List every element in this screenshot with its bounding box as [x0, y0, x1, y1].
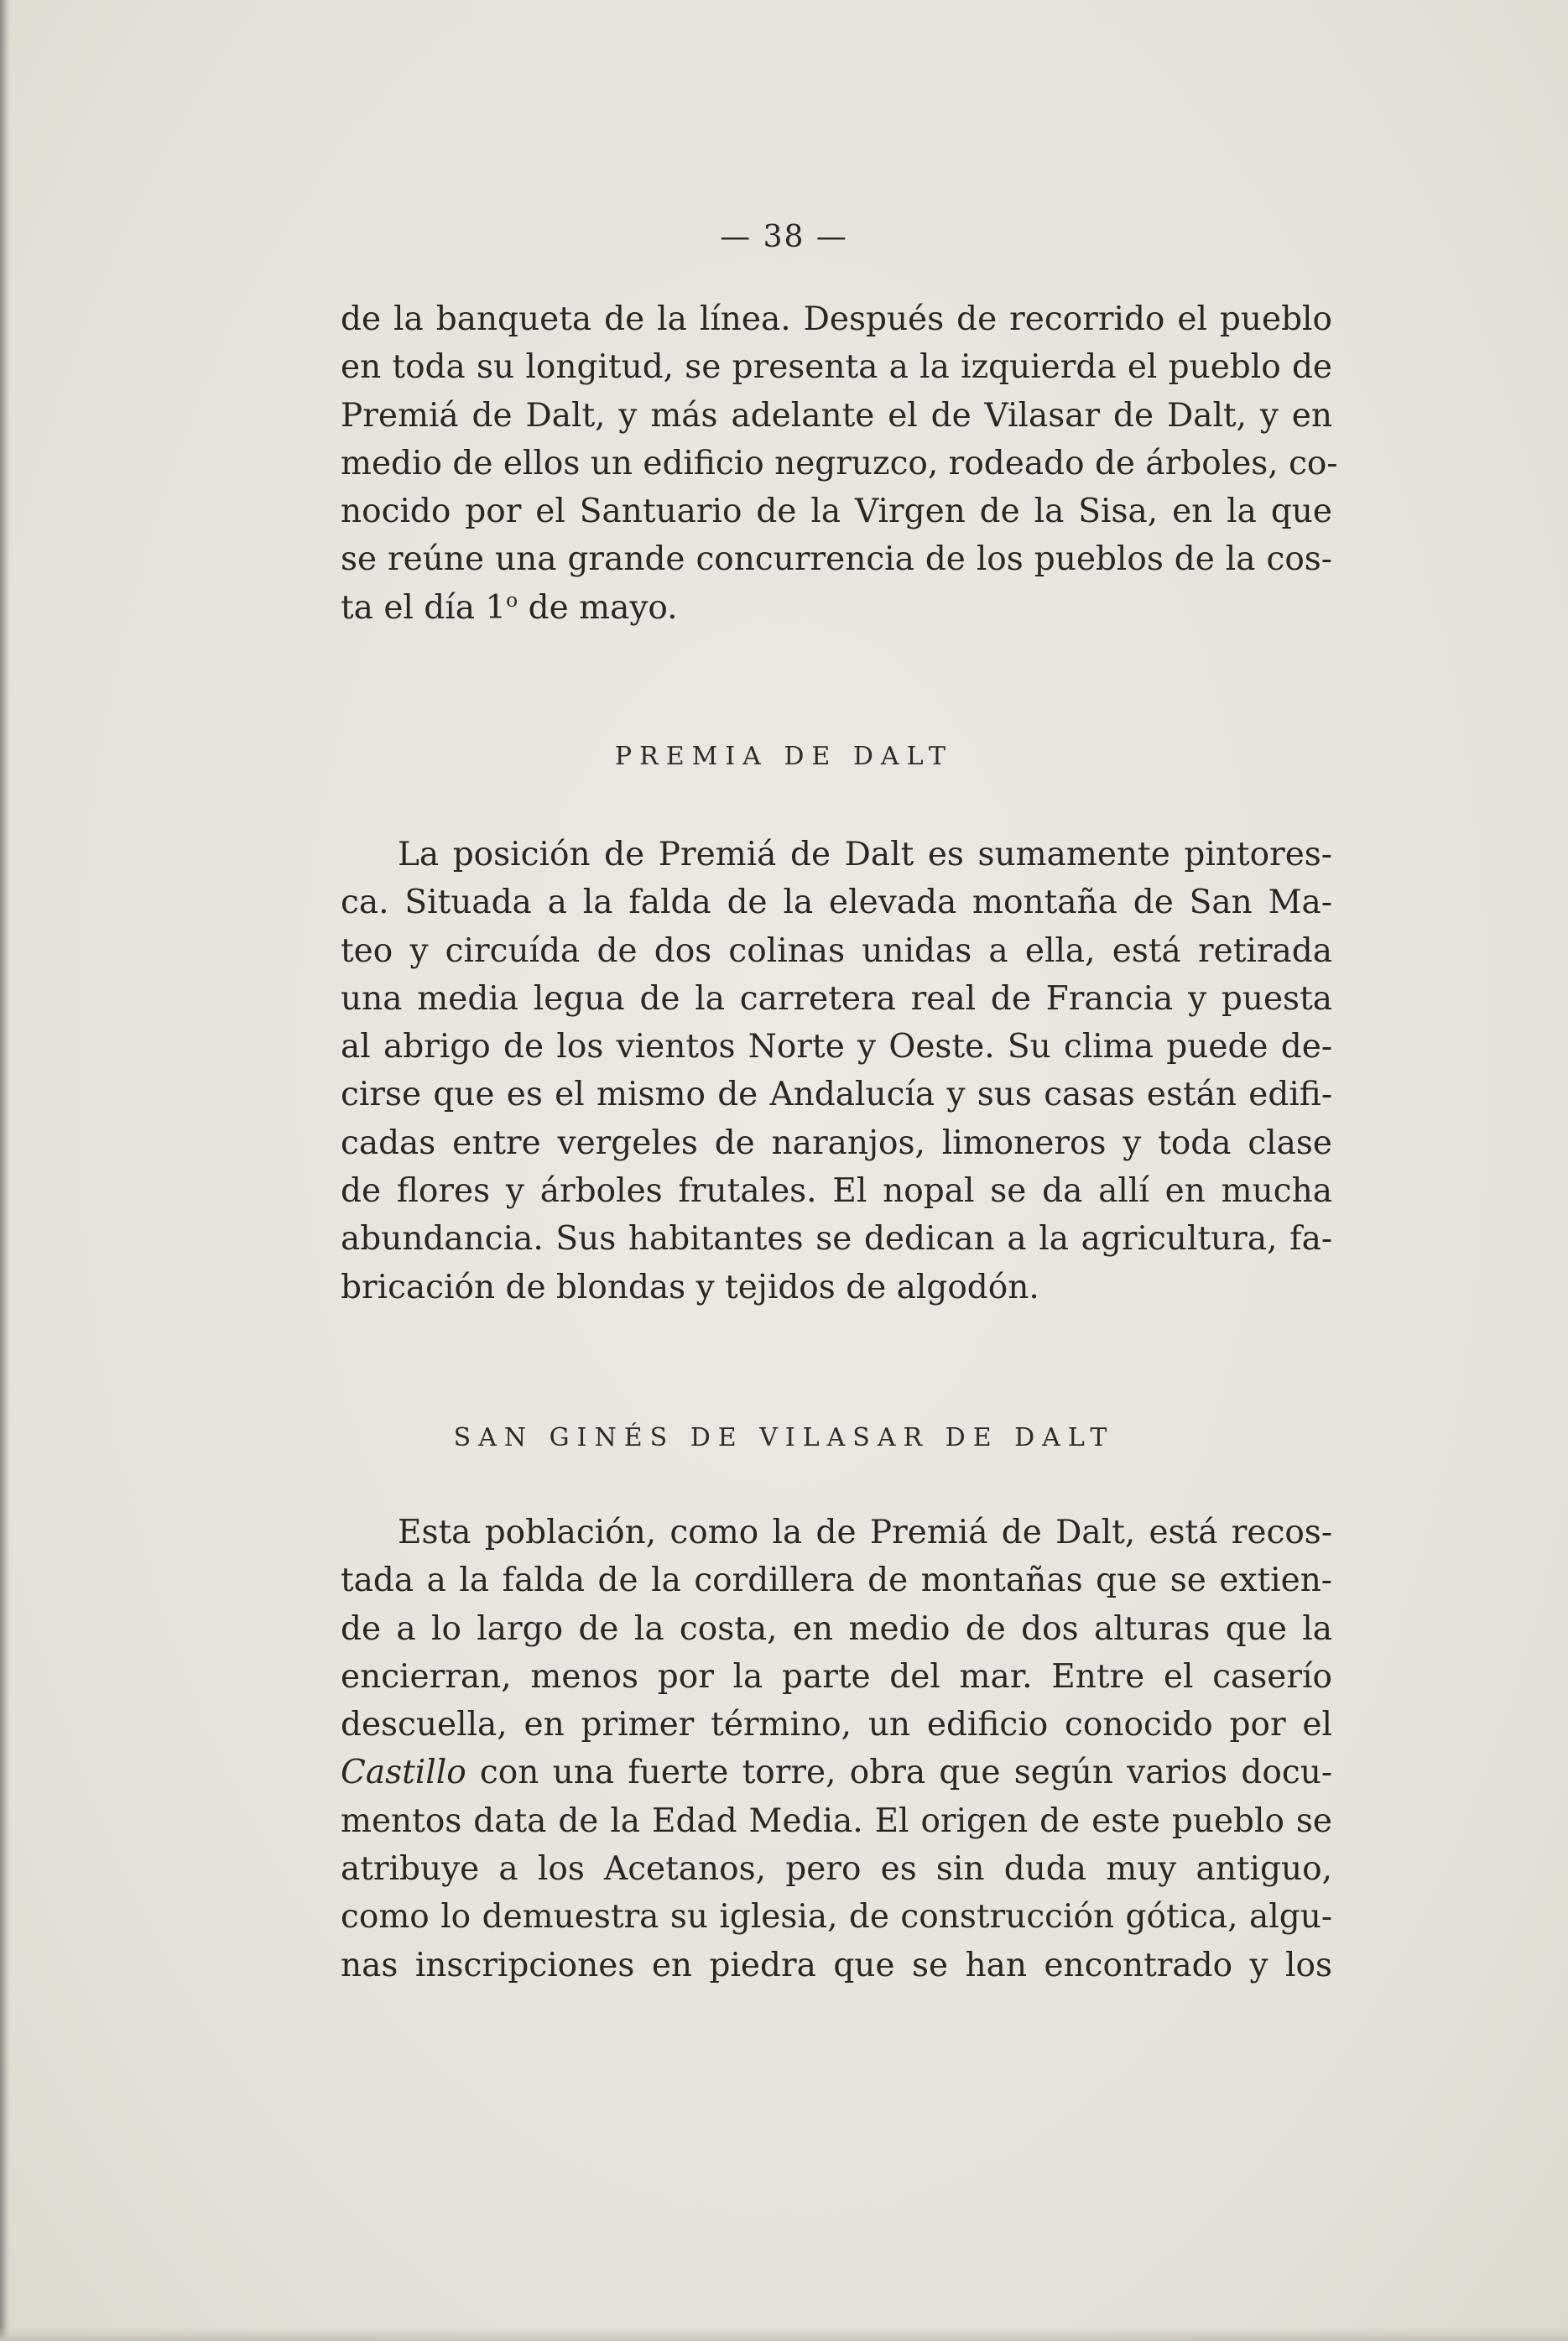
italic-term: Castillo [341, 1754, 466, 1792]
text-line: de a lo largo de la costa, en medio de dos alturas que la [341, 1609, 1332, 1648]
text-line: descuella, en primer término, un edificio conocido por el [341, 1706, 1332, 1744]
text-line: al abrigo de los vientos Norte y Oeste. Su clima puede de- [341, 1028, 1332, 1066]
text-line: teo y circuída de dos colinas unidas a ella, está retirada [341, 931, 1332, 970]
section-heading-san-gines: SAN GINÉS DE VILASAR DE DALT [453, 1423, 1115, 1452]
text-line: ca. Situada a la falda de la elevada montaña de San Ma- [341, 884, 1332, 922]
text-line: cadas entre vergeles de naranjos, limoneros y toda clase [341, 1124, 1332, 1162]
text-line: encierran, menos por la parte del mar. Entre el caserío [341, 1657, 1332, 1696]
text-segment: con una fuerte torre, obra que según varios docu- [466, 1754, 1332, 1792]
text-line: en toda su longitud, se presenta a la izquierda el pueblo de [341, 348, 1332, 387]
text-line: nas inscripciones en piedra que se han encontrado y los [341, 1946, 1332, 1984]
text-line: bricación de blondas y tejidos de algodón. [341, 1268, 1039, 1306]
page-number: — 38 — [720, 220, 848, 254]
text-line: La posición de Premiá de Dalt es sumamente pintores- [398, 836, 1332, 873]
paragraph-san-gines [341, 1509, 1332, 1989]
section-heading-premia: PREMIA DE DALT [614, 742, 954, 771]
text-line [341, 584, 1332, 632]
text-segment: ta el día 1 [341, 588, 507, 627]
text-line: tada a la falda de la cordillera de montañas que se extien- [341, 1562, 1332, 1600]
text-line: de flores y árboles frutales. El nopal se da allí en mucha [341, 1172, 1332, 1211]
text-line: atribuye a los Acetanos, pero es sin duda muy antiguo, [341, 1850, 1332, 1889]
text-line: abundancia. Sus habitantes se dedican a la agricultura, fa- [341, 1220, 1332, 1259]
text-line: se reúne una grande concurrencia de los pueblos de la cos- [341, 540, 1332, 579]
text-line: Premiá de Dalt, y más adelante el de Vilasar de Dalt, y en [341, 396, 1332, 435]
text-line: de la banqueta de la línea. Después de recorrido el pueblo [341, 300, 1332, 338]
text-line: como lo demuestra su iglesia, de construcción gótica, algu- [341, 1898, 1332, 1937]
text-line: medio de ellos un edificio negruzco, rodeado de árboles, co- [341, 444, 1338, 482]
paragraph-intro [341, 295, 1338, 632]
text-line: mentos data de la Edad Media. El origen de este pueblo se [341, 1801, 1332, 1840]
text-segment: de mayo. [518, 588, 678, 627]
text-line [341, 1749, 1332, 1796]
page-bottom-edge [0, 2328, 1568, 2341]
page-binding-shadow [0, 0, 10, 2341]
paragraph-premia [341, 831, 1332, 1311]
text-line: nocido por el Santuario de la Virgen de la Sisa, en la que [341, 493, 1332, 531]
text-line: Esta población, como la de Premiá de Dalt, está recos- [398, 1514, 1332, 1551]
ordinal-superscript: o [506, 587, 518, 612]
text-line: una media legua de la carretera real de Francia y puesta [341, 979, 1332, 1018]
text-line: cirse que es el mismo de Andalucía y sus casas están edifi- [341, 1076, 1332, 1114]
